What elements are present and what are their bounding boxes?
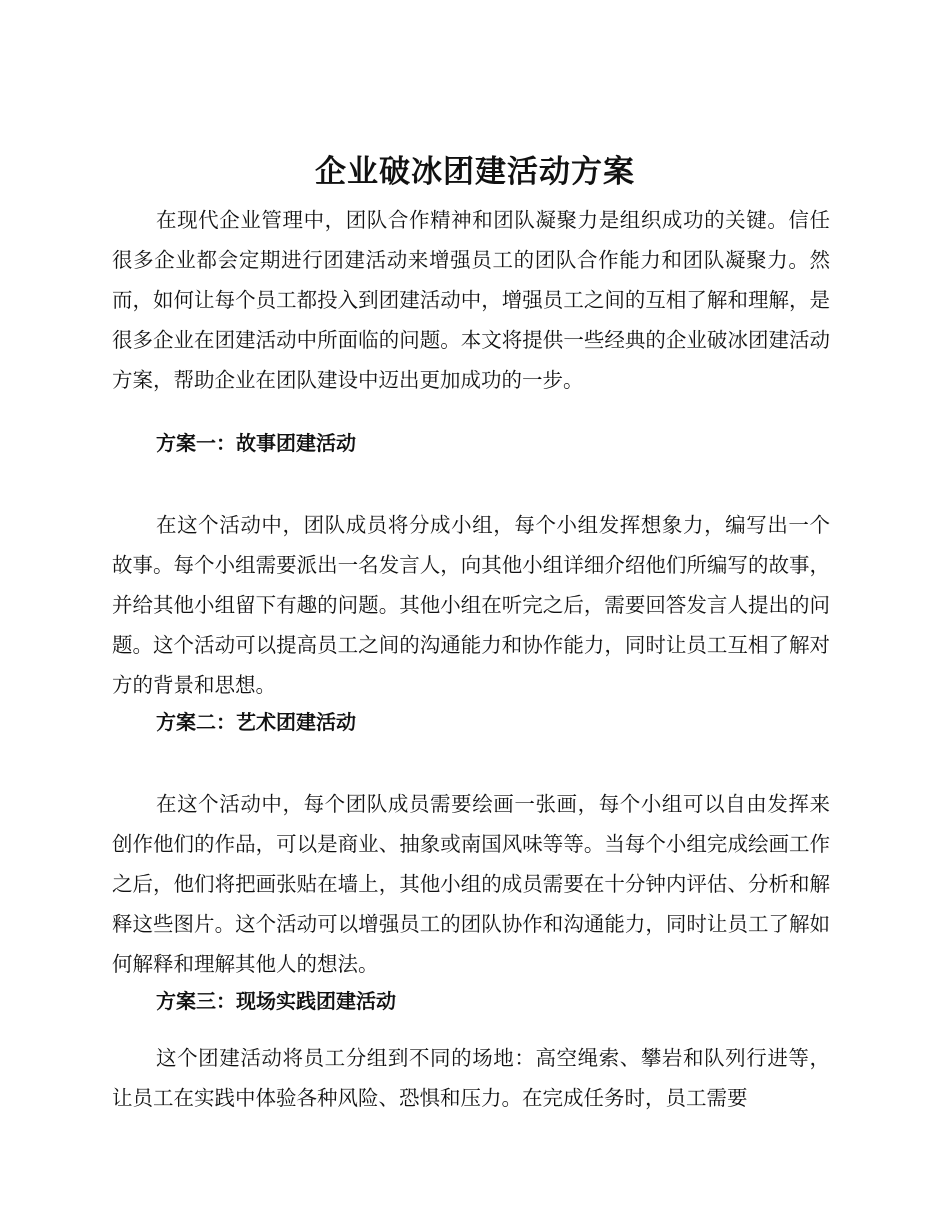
section-heading-1: 方案一：故事团建活动 [156, 431, 356, 455]
section-paragraph-3: 这个团建活动将员工分组到不同的场地：高空绳索、攀岩和队列行进等，让员工在实践中体验各种风险、恐惧和压力。在完成任务时，员工需要 [112, 1046, 830, 1110]
section-heading-2: 方案二：艺术团建活动 [156, 710, 356, 734]
intro-paragraph: 在现代企业管理中，团队合作精神和团队凝聚力是组织成功的关键。信任很多企业都会定期进行团建活动来增强员工的团队合作能力和团队凝聚力。然而，如何让每个员工都投入到团建活动中，增强员工之间的互相了解和理解，是很多企业在团建活动中所面临的问题。本文将提供一些经典的企业破冰团建活动方案，帮助企业在团队建设中迈出更加成功的一步。 [112, 208, 830, 392]
section-heading-3: 方案三：现场实践团建活动 [156, 989, 396, 1013]
section-paragraph-1: 在这个活动中，团队成员将分成小组，每个小组发挥想象力，编写出一个故事。每个小组需要派出一名发言人，向其他小组详细介绍他们所编写的故事，并给其他小组留下有趣的问题。其他小组在听完之后，需要回答发言人提出的问题。这个活动可以提高员工之间的沟通能力和协作能力，同时让员工互相了解对方的背景和思想。 [112, 513, 830, 697]
section-paragraph-2: 在这个活动中，每个团队成员需要绘画一张画，每个小组可以自由发挥来创作他们的作品，可以是商业、抽象或南国风味等等。当每个小组完成绘画工作之后，他们将把画张贴在墙上，其他小组的成员需要在十分钟内评估、分析和解释这些图片。这个活动可以增强员工的团队协作和沟通能力，同时让员工了解如何解释和理解其他人的想法。 [112, 792, 830, 976]
document-title: 企业破冰团建活动方案 [315, 154, 635, 190]
